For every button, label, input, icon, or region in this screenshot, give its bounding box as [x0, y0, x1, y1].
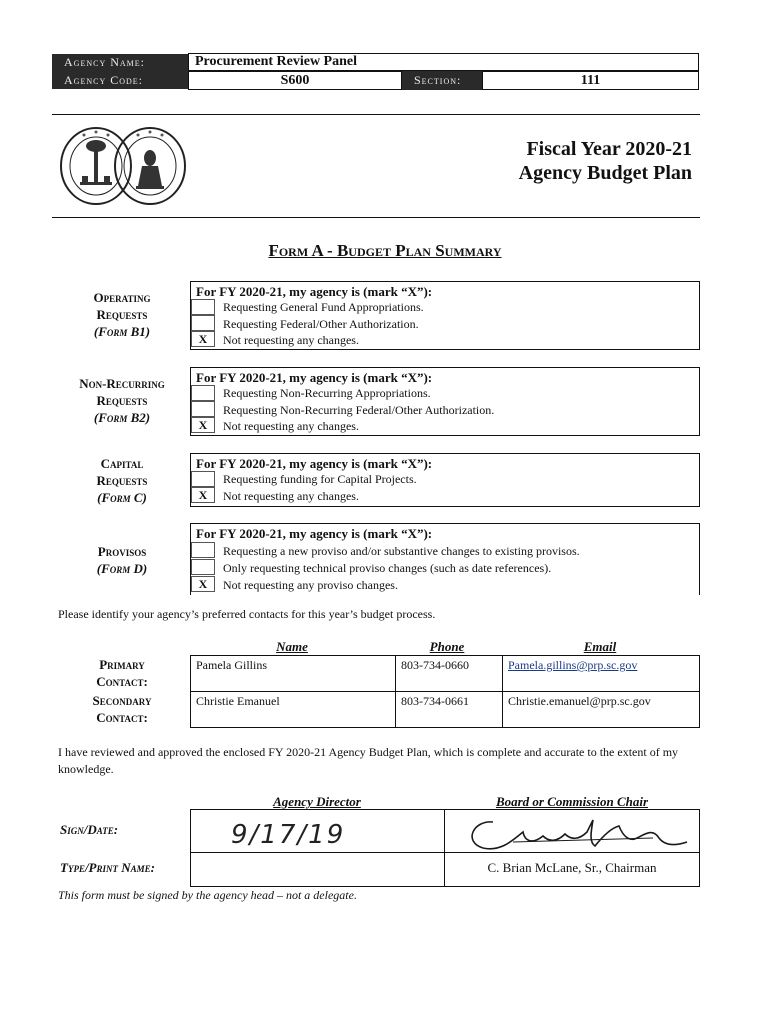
option-label: Requesting Non-Recurring Federal/Other Authorization. [223, 403, 495, 417]
option-label: Requesting a new proviso and/or substantive changes to existing provisos. [223, 544, 580, 558]
option-label: Not requesting any changes. [223, 419, 359, 433]
checkbox-federal-other[interactable] [191, 315, 215, 331]
checkbox-general-fund[interactable] [191, 299, 215, 315]
footnote: This form must be signed by the agency head – not a delegate. [58, 888, 357, 902]
col-header-email: Email [583, 639, 617, 654]
question-text: For FY 2020-21, my agency is (mark “X”): [196, 456, 433, 471]
question-text: For FY 2020-21, my agency is (mark “X”): [196, 370, 433, 385]
non-recurring-requests-label: Non-Recurring Requests (Form B2) [79, 376, 165, 425]
capital-requests-label: Capital Requests (Form C) [96, 456, 148, 505]
non-recurring-requests-box [190, 367, 700, 436]
checkbox-non-recurring-federal[interactable] [191, 401, 215, 417]
form-title: Form A - Budget Plan Summary [268, 241, 502, 260]
provisos-label: Provisos (Form D) [96, 544, 148, 576]
secondary-contact-label: Secondary Contact: [92, 693, 152, 725]
primary-email-link[interactable]: Pamela.gillins@prp.sc.gov [503, 656, 700, 692]
option-label: Requesting General Fund Appropriations. [223, 300, 424, 314]
title-budget-plan: Agency Budget Plan [518, 162, 692, 184]
section-value: 111 [482, 71, 699, 90]
contacts-table [190, 655, 700, 728]
chair-signature-icon[interactable] [453, 812, 693, 854]
section-label: Section: [402, 71, 482, 90]
checkbox-new-proviso[interactable] [191, 542, 215, 558]
table-row [191, 692, 700, 728]
option-label: Requesting Federal/Other Authorization. [223, 317, 419, 331]
checkbox-non-recurring-appropriations[interactable] [191, 385, 215, 401]
agency-name-label: Agency Name: [52, 54, 188, 71]
chair-printed-name: C. Brian McLane, Sr., Chairman [487, 860, 657, 875]
director-signature-date[interactable]: 9/17/19 [231, 820, 346, 850]
col-header-name: Name [276, 639, 308, 654]
question-text: For FY 2020-21, my agency is (mark “X”): [196, 526, 433, 541]
operating-requests-box [190, 281, 700, 350]
secondary-phone: 803-734-0661 [396, 692, 503, 728]
agency-name-value: Procurement Review Panel [188, 53, 699, 71]
option-label: Requesting funding for Capital Projects. [223, 472, 417, 486]
provisos-box [190, 523, 700, 595]
option-label: Not requesting any changes. [223, 333, 359, 347]
contacts-intro: Please identify your agency’s preferred contacts for this year’s budget process. [58, 607, 436, 621]
checkbox-no-changes[interactable]: X [191, 331, 215, 347]
title-top-rule [52, 114, 700, 115]
col-header-phone: Phone [429, 639, 465, 654]
secondary-email: Christie.emanuel@prp.sc.gov [503, 692, 700, 728]
col-header-agency-director: Agency Director [273, 794, 361, 809]
agency-code-label: Agency Code: [52, 71, 188, 89]
signature-table [190, 809, 700, 887]
agency-code-value: S600 [188, 71, 402, 90]
primary-name: Pamela Gillins [191, 656, 396, 692]
table-row [191, 656, 700, 692]
option-label: Not requesting any changes. [223, 489, 359, 503]
checkbox-no-changes[interactable]: X [191, 487, 215, 503]
approval-statement: I have reviewed and approved the enclosed FY 2020-21 Agency Budget Plan, which is complete and accurate to the extent of my knowledge. [58, 745, 679, 776]
checkbox-technical-proviso[interactable] [191, 559, 215, 575]
option-label: Requesting Non-Recurring Appropriations. [223, 386, 431, 400]
state-seal-icon [58, 120, 186, 212]
option-label: Not requesting any proviso changes. [223, 578, 398, 592]
sign-date-label: Sign/Date: [60, 822, 119, 837]
title-bottom-rule [52, 217, 700, 218]
question-text: For FY 2020-21, my agency is (mark “X”): [196, 284, 433, 299]
primary-contact-label: Primary Contact: [96, 657, 148, 689]
title-fiscal-year: Fiscal Year 2020-21 [526, 138, 692, 160]
checkbox-capital-projects[interactable] [191, 471, 215, 487]
col-header-board-chair: Board or Commission Chair [495, 794, 649, 809]
checkbox-no-changes[interactable]: X [191, 417, 215, 433]
option-label: Only requesting technical proviso changes (such as date references). [223, 561, 552, 575]
capital-requests-box [190, 453, 700, 507]
primary-phone: 803-734-0660 [396, 656, 503, 692]
type-print-name-label: Type/Print Name: [60, 860, 155, 875]
operating-requests-label: Operating Requests (Form B1) [93, 290, 151, 339]
secondary-name: Christie Emanuel [191, 692, 396, 728]
checkbox-no-proviso-changes[interactable]: X [191, 576, 215, 592]
